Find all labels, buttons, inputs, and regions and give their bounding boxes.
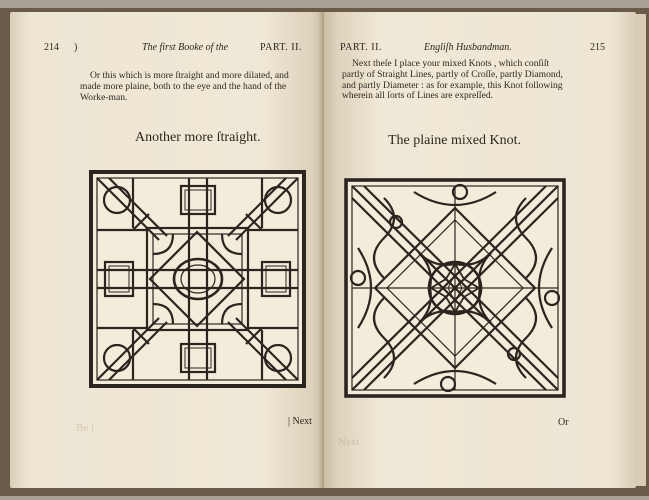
- right-section: PART. II.: [340, 42, 382, 53]
- right-page-number: 215: [590, 42, 605, 53]
- left-body-line: Worke-man.: [80, 91, 128, 103]
- right-running-title: Engliſh Husbandman.: [424, 42, 512, 53]
- right-body-text: [342, 59, 563, 102]
- mixed-knot-pattern: [344, 178, 566, 398]
- right-body-line: and partly Diameter : as for example, this Knot following: [342, 79, 563, 91]
- straight-knot-pattern: [89, 170, 306, 388]
- left-running-title: The first Booke of the: [142, 42, 229, 53]
- straight-knot-figure: [89, 170, 306, 388]
- open-book: [0, 8, 649, 496]
- left-page-number: 214: [44, 42, 59, 53]
- left-figure-caption: Another more ſtraight.: [135, 130, 261, 145]
- page-edges: [636, 14, 646, 486]
- right-catchword: Or: [558, 417, 569, 428]
- left-body-line: made more plaine, both to the eye and the hand of the: [80, 80, 287, 92]
- left-catchword: | Next: [288, 416, 312, 427]
- right-page: PART. II. Engliſh Husbandman. 215 Next theſe I place your mixed Knots , which conſiſt partly of Straight Lines, partly of Croſſe, partly Diamond, and partly Diameter : as for example, this Knot following wherein all ſorts of Lines are expreſſed. The plaine mixed Knot. Next Or: [324, 12, 636, 488]
- right-figure-caption: The plaine mixed Knot.: [388, 133, 521, 148]
- left-body-text: [80, 71, 289, 103]
- right-body-line: partly of Straight Lines, partly of Croſſe, partly Diamond,: [342, 68, 563, 80]
- left-body-line: Or this which is more ſtraight and more dilated, and: [90, 70, 289, 81]
- mixed-knot-figure: [344, 178, 566, 398]
- right-body-line: Next theſe I place your mixed Knots , which conſiſt: [352, 58, 550, 69]
- left-page: 214 ) The first Booke of the PART. II. Or this which is more ſtraight and more dilated, and made more plaine, both to the eye and the hand of the Worke-man. Another more ſtraight. Be ſ | Next: [10, 12, 324, 488]
- left-section: PART. II.: [260, 42, 302, 53]
- right-body-line: wherein all ſorts of Lines are expreſſed.: [342, 90, 494, 102]
